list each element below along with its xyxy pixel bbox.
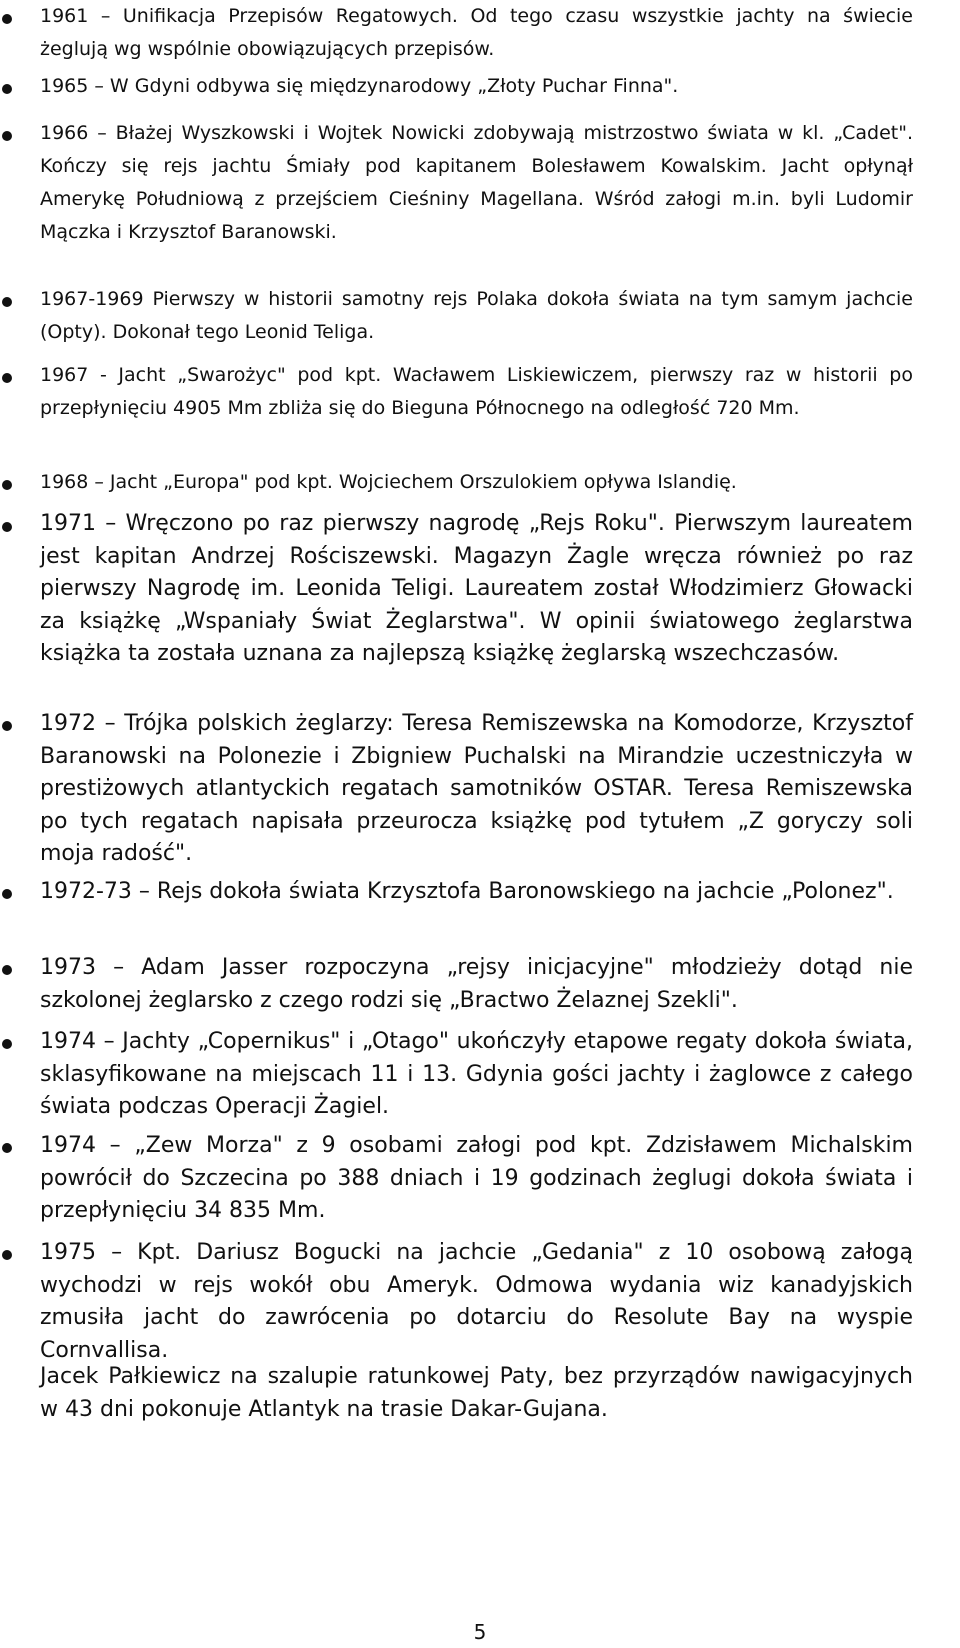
entry-text: 1974 – „Zew Morza" z 9 osobami załogi pod kpt. Zdzisławem Michalskim powrócił do Szczecina po 388 dniach i 19 godzinach żeglugi dokoła świata i przepłynięciu 34 835 Mm. — [40, 1133, 913, 1223]
entry-text: 1973 – Adam Jasser rozpoczyna „rejsy inicjacyjne" młodzieży dotąd nie szkolonej żeglarsko z czego rodzi się „Bractwo Żelaznej Szekli". — [40, 955, 913, 1013]
bullet-icon — [2, 131, 12, 141]
bullet-icon — [2, 14, 12, 24]
bullet-icon — [2, 1143, 12, 1153]
bullet-icon — [2, 480, 12, 490]
entry-text: 1972-73 – Rejs dokoła świata Krzysztofa Baronowskiego na jachcie „Polonez". — [40, 879, 894, 904]
bullet-icon — [2, 522, 12, 532]
page-number: 5 — [473, 1620, 487, 1644]
entry-text: 1975 – Kpt. Dariusz Bogucki na jachcie „Gedania" z 10 osobową załogą wychodzi w rejs wokół obu Ameryk. Odmowa wydania wiz kanadyjskich zmusiła jacht do zawrócenia po dotarciu do Resolute Bay na wyspie Cornvallisa. — [40, 1240, 913, 1363]
bullet-icon — [2, 373, 12, 383]
bullet-icon — [2, 297, 12, 307]
entry-text: 1972 – Trójka polskich żeglarzy: Teresa Remiszewska na Komodorze, Krzysztof Baranowski na Polonezie i Zbigniew Puchalski na Mirandzie uczestniczyła w prestiżowych atlantyckich regatach samotników OSTAR. Teresa Remiszewska po tych regatach napisała przeurocza książkę pod tytułem „Z goryczy soli moja radość". — [40, 711, 913, 866]
entry-text: 1966 – Błażej Wyszkowski i Wojtek Nowicki zdobywają mistrzostwo świata w kl. „Cadet". Kończy się rejs jachtu Śmiały pod kapitanem Bolesławem Kowalskim. Jacht opłynął Amerykę Południową z przejściem Cieśniny Magellana. Wśród załogi m.in. byli Ludomir Mączka i Krzysztof Baranowski. — [40, 122, 913, 243]
bullet-icon — [2, 889, 12, 899]
entry-text: 1974 – Jachty „Copernikus" i „Otago" ukończyły etapowe regaty dokoła świata, sklasyfikowane na miejscach 11 i 13. Gdynia gości jachty i żaglowce z całego świata podczas Operacji Żagiel. — [40, 1029, 913, 1119]
entry-text: 1965 – W Gdyni odbywa się międzynarodowy „Złoty Puchar Finna". — [40, 75, 679, 97]
bullet-icon — [2, 721, 12, 731]
closing-paragraph: Jacek Pałkiewicz na szalupie ratunkowej Paty, bez przyrządów nawigacyjnych w 43 dni pokonuje Atlantyk na trasie Dakar-Gujana. — [40, 1364, 913, 1422]
entry-text: 1968 – Jacht „Europa" pod kpt. Wojciechem Orszulokiem opływa Islandię. — [40, 471, 737, 493]
bullet-icon — [2, 965, 12, 975]
entry-text: 1961 – Unifikacja Przepisów Regatowych. Od tego czasu wszystkie jachty na świecie żeglują wg wspólnie obowiązujących przepisów. — [40, 5, 913, 60]
entry-text: 1967-1969 Pierwszy w historii samotny rejs Polaka dokoła świata na tym samym jachcie (Opty). Dokonał tego Leonid Teliga. — [40, 288, 913, 343]
entry-text: 1971 – Wręczono po raz pierwszy nagrodę „Rejs Roku". Pierwszym laureatem jest kapitan Andrzej Rościszewski. Magazyn Żagle wręcza również po raz pierwszy Nagrodę im. Leonida Teligi. Laureatem został Włodzimierz Głowacki za książkę „Wspaniały Świat Żeglarstwa". W opinii światowego żeglarstwa książka ta została uznana za najlepszą książkę żeglarską wszechczasów. — [40, 511, 913, 666]
bullet-icon — [2, 1039, 12, 1049]
bullet-icon — [2, 84, 12, 94]
entry-text: 1967 - Jacht „Swarożyc" pod kpt. Wacławem Liskiewiczem, pierwszy raz w historii po przepłynięciu 4905 Mm zbliża się do Bieguna Północnego na odległość 720 Mm. — [40, 364, 913, 419]
bullet-icon — [2, 1250, 12, 1260]
